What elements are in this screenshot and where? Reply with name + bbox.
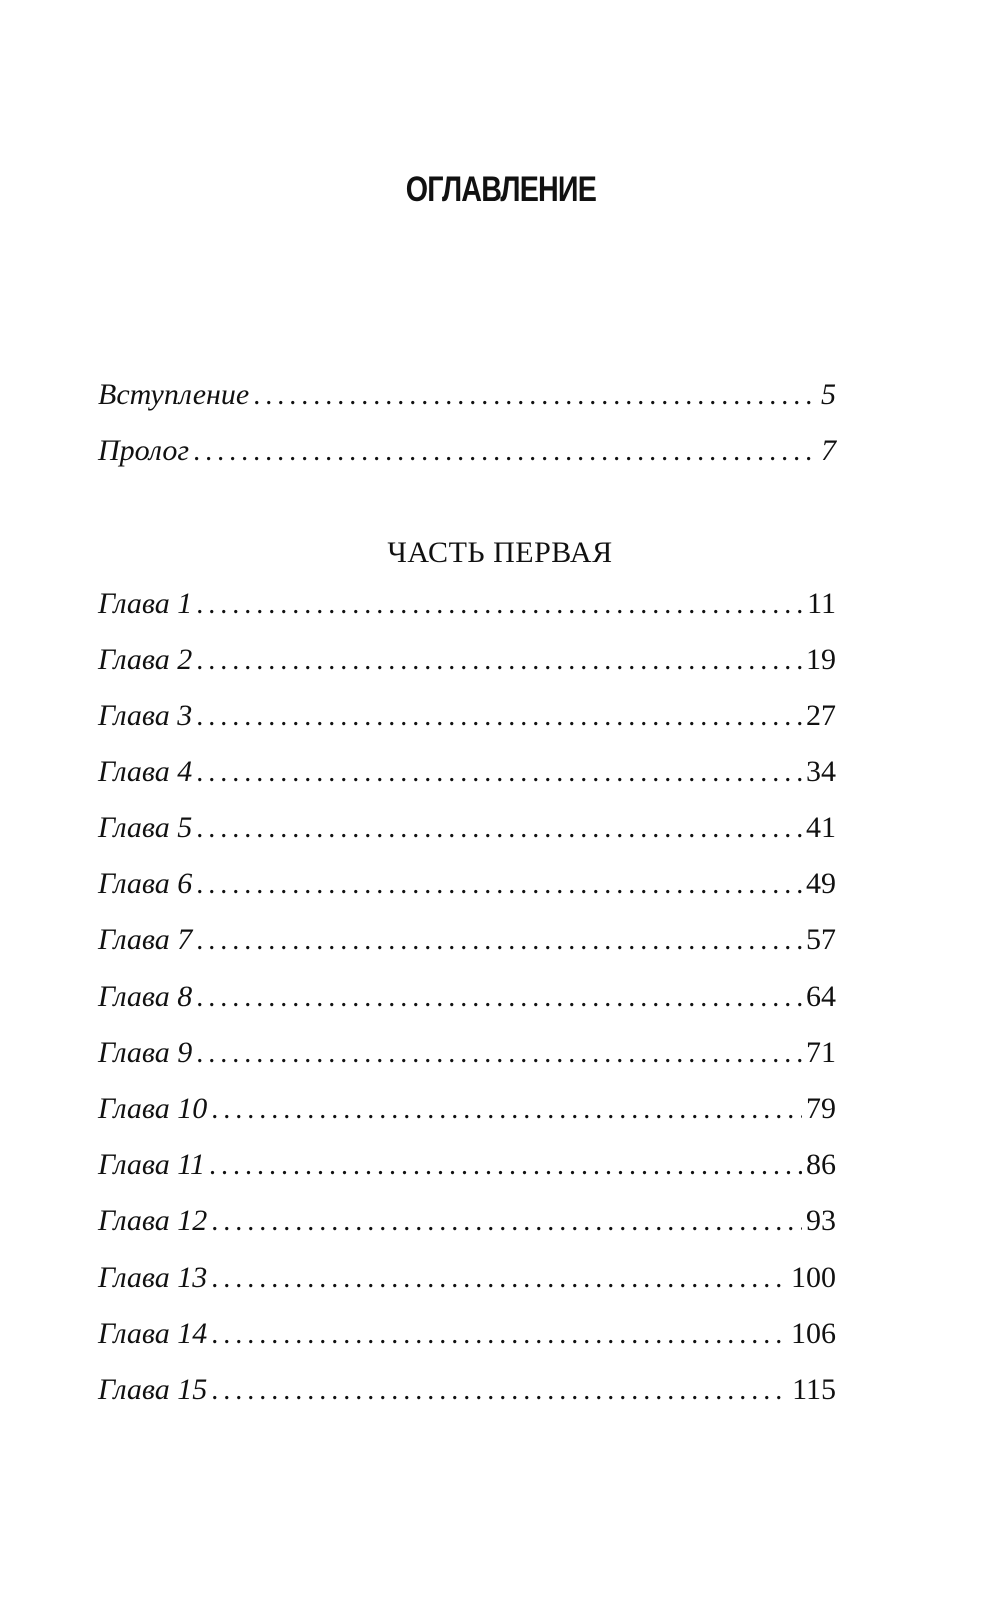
toc-entry-label: Глава 3 <box>98 699 193 732</box>
toc-entry-label: Глава 5 <box>98 811 193 844</box>
dot-leader <box>192 641 802 681</box>
toc-entry-chapter[interactable] <box>98 808 836 848</box>
toc-entry-label: Глава 7 <box>98 923 193 956</box>
toc-entry-chapter[interactable] <box>98 1089 836 1129</box>
toc-entry-page: 79 <box>806 1092 836 1125</box>
toc-entry-chapter[interactable] <box>98 1258 836 1298</box>
dot-leader <box>192 585 803 625</box>
toc-entry-page: 7 <box>821 434 836 467</box>
toc-entry-chapter[interactable] <box>98 1314 836 1354</box>
toc-entry-chapter[interactable] <box>98 920 836 960</box>
toc-entry-page: 57 <box>806 923 836 956</box>
toc-entry-page: 71 <box>806 1036 836 1069</box>
toc-entry-page: 5 <box>821 378 836 411</box>
toc-entry-label: Глава 6 <box>98 867 193 900</box>
toc-entry-chapter[interactable] <box>98 1370 836 1410</box>
dot-leader <box>192 753 802 793</box>
dot-leader <box>192 1034 802 1074</box>
toc-entry-label: Глава 13 <box>98 1261 208 1294</box>
toc-entry-page: 49 <box>806 867 836 900</box>
toc-entry-label: Глава 10 <box>98 1092 208 1125</box>
toc-entry-chapter[interactable] <box>98 584 836 624</box>
toc-entry-page: 115 <box>792 1373 836 1406</box>
toc-entry-chapter[interactable] <box>98 640 836 680</box>
toc-entry-label: Глава 11 <box>98 1148 206 1181</box>
toc-entry-label: Глава 15 <box>98 1373 208 1406</box>
toc-entry-label: Пролог <box>98 434 190 467</box>
toc-entry-label: Глава 12 <box>98 1204 208 1237</box>
dot-leader <box>207 1371 788 1411</box>
toc-entry-chapter[interactable] <box>98 696 836 736</box>
toc-entry-label: Глава 1 <box>98 587 193 620</box>
dot-leader <box>192 978 802 1018</box>
toc-entry-label: Глава 2 <box>98 643 193 676</box>
toc-entry-page: 11 <box>807 587 836 620</box>
toc-entry-chapter[interactable] <box>98 752 836 792</box>
toc-entry-page: 19 <box>806 643 836 676</box>
toc-entry-page: 34 <box>806 755 836 788</box>
dot-leader <box>207 1259 787 1299</box>
dot-leader <box>192 865 802 905</box>
toc-entry-label: Глава 9 <box>98 1036 193 1069</box>
toc-entry-chapter[interactable] <box>98 1033 836 1073</box>
toc-entry-label: Вступление <box>98 378 250 411</box>
dot-leader <box>249 376 817 416</box>
dot-leader <box>207 1315 787 1355</box>
toc-entry-page: 41 <box>806 811 836 844</box>
toc-entry-page: 100 <box>791 1261 836 1294</box>
toc-entry-label: Глава 14 <box>98 1317 208 1350</box>
toc-entry-page: 64 <box>806 980 836 1013</box>
toc-entry-page: 86 <box>806 1148 836 1181</box>
dot-leader <box>189 432 817 472</box>
toc-entry-page: 106 <box>791 1317 836 1350</box>
dot-leader <box>192 697 802 737</box>
toc-entry-label: Глава 4 <box>98 755 193 788</box>
toc-entry-introduction[interactable] <box>98 375 836 415</box>
toc-entry-chapter[interactable] <box>98 864 836 904</box>
dot-leader <box>205 1146 802 1186</box>
dot-leader <box>192 809 802 849</box>
dot-leader <box>207 1090 802 1130</box>
toc-entry-chapter[interactable] <box>98 977 836 1017</box>
toc-entry-prologue[interactable] <box>98 431 836 471</box>
toc-entry-chapter[interactable] <box>98 1201 836 1241</box>
toc-entry-label: Глава 8 <box>98 980 193 1013</box>
toc-entry-page: 93 <box>806 1204 836 1237</box>
part-heading: ЧАСТЬ ПЕРВАЯ <box>387 536 613 569</box>
dot-leader <box>192 921 802 961</box>
dot-leader <box>207 1202 802 1242</box>
toc-entry-page: 27 <box>806 699 836 732</box>
page-title: ОГЛАВЛЕНИЕ <box>405 170 597 209</box>
toc-entry-chapter[interactable] <box>98 1145 836 1185</box>
